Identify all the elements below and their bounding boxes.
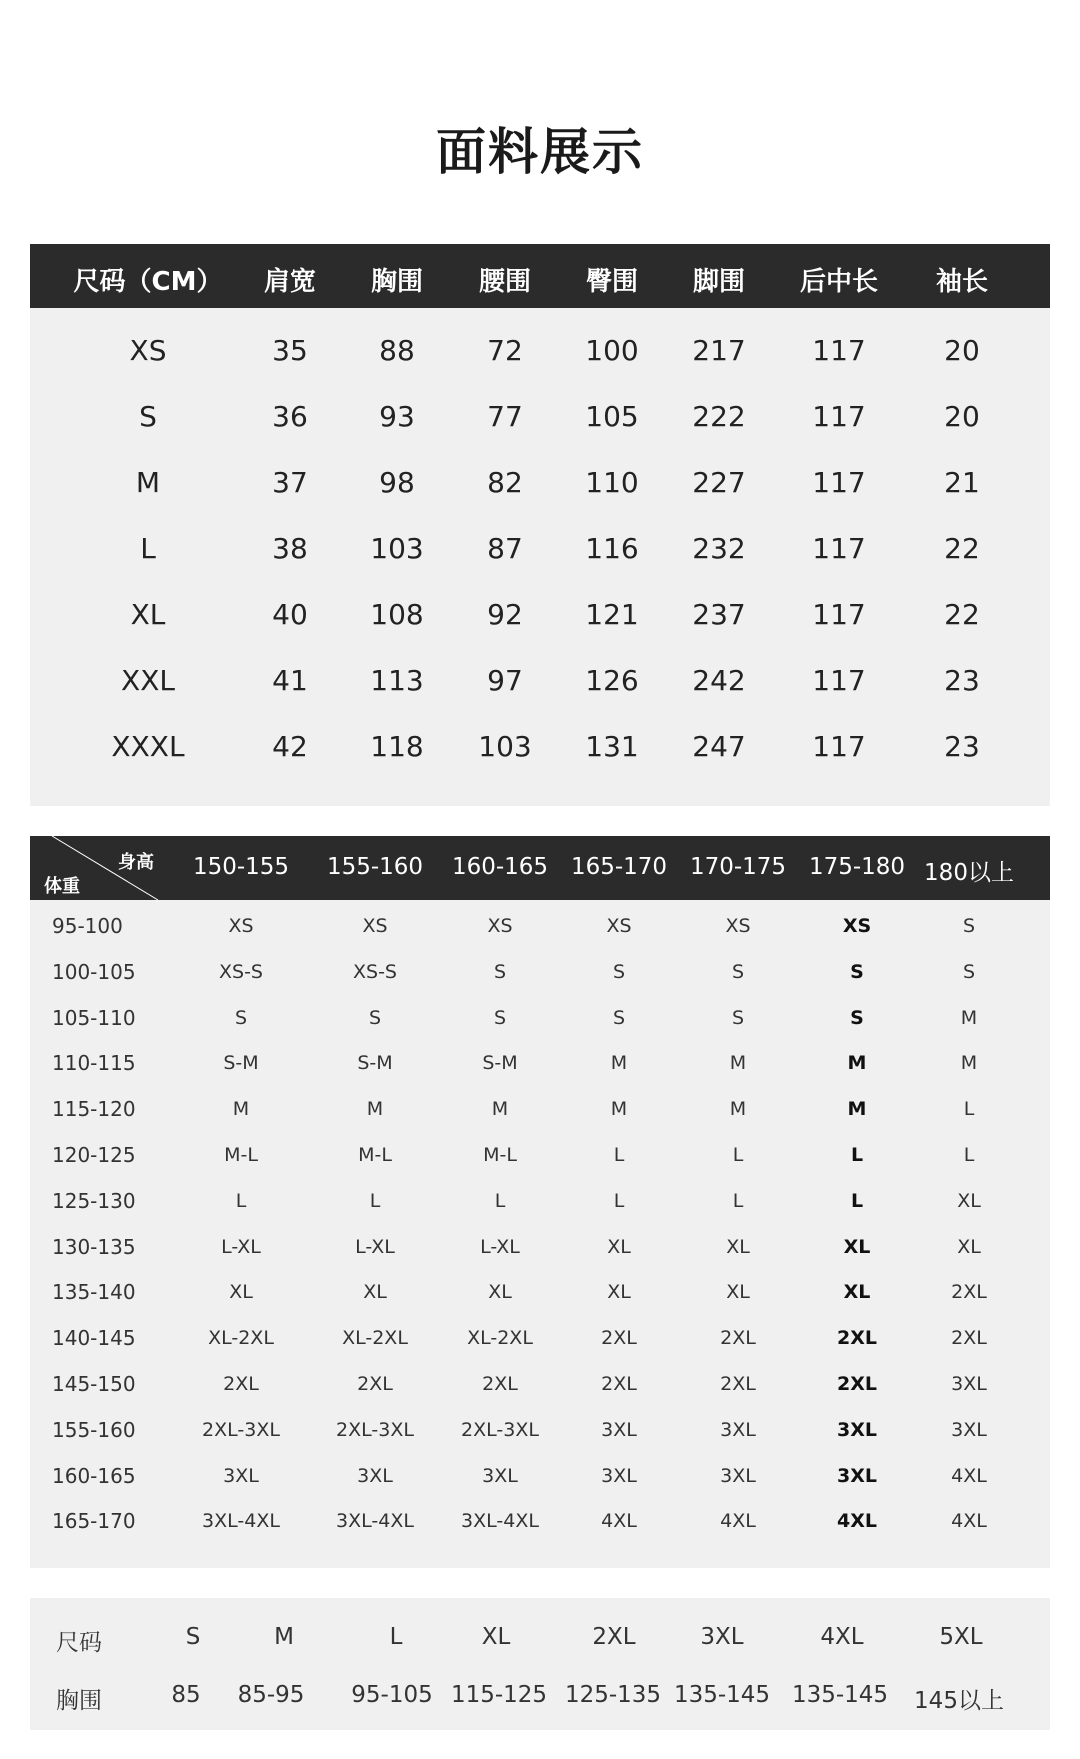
- recommended-size-cell: 4XL: [951, 1510, 987, 1533]
- recommended-size-cell: L-XL: [480, 1235, 520, 1258]
- recommended-size-cell: XL: [957, 1235, 981, 1258]
- recommended-size-cell: S: [731, 960, 745, 983]
- recommended-size-cell: 2XL: [357, 1373, 393, 1395]
- recommended-size-cell: S-M: [223, 1052, 259, 1075]
- recommended-size-cell: 3XL: [223, 1464, 259, 1487]
- recommended-size-cell: M: [491, 1098, 509, 1121]
- size-table-value-cell: 117: [812, 598, 866, 631]
- recommended-size-cell: M: [847, 1098, 867, 1121]
- size-table-value-cell: 22: [944, 598, 980, 631]
- size-table-header-cell: 脚围: [692, 267, 746, 297]
- height-range-header: 165-170: [570, 854, 668, 880]
- recommended-size-cell: 3XL-4XL: [202, 1510, 280, 1533]
- height-range-header: 155-160: [326, 854, 424, 880]
- size-table-header-cell: 尺码（CM）: [73, 267, 223, 297]
- weight-range-label: 105-110: [52, 1005, 136, 1030]
- chest-table-chest-label: 胸围: [56, 1688, 102, 1714]
- recommended-size-cell: L: [850, 1189, 864, 1212]
- chest-table-size-cell: 2XL: [592, 1624, 636, 1650]
- chest-table-size-cell: S: [185, 1624, 201, 1650]
- recommended-size-cell: L: [235, 1189, 247, 1212]
- recommended-size-cell: L: [732, 1189, 744, 1212]
- size-table-value-cell: 217: [692, 334, 746, 367]
- weight-range-label: 140-145: [52, 1326, 136, 1351]
- size-table-value-cell: 100: [585, 334, 639, 367]
- recommended-size-cell: 2XL: [951, 1281, 987, 1304]
- recommended-size-cell: 2XL: [837, 1327, 877, 1350]
- recommended-size-cell: 2XL: [601, 1373, 637, 1395]
- size-table-value-cell: 117: [812, 532, 866, 565]
- recommend-table-header: [30, 836, 1050, 900]
- size-table-value-cell: 22: [944, 532, 980, 565]
- chest-table-size-cell: 5XL: [939, 1624, 983, 1650]
- recommended-size-cell: XL: [229, 1281, 253, 1304]
- recommended-size-cell: M: [232, 1098, 250, 1121]
- size-table-header-cell: 袖长: [935, 267, 989, 297]
- recommended-size-cell: XL-2XL: [467, 1327, 533, 1350]
- chest-table-size-cell: 3XL: [700, 1624, 744, 1650]
- recommended-size-cell: XS-S: [219, 960, 263, 983]
- size-table-value-cell: 117: [812, 466, 866, 499]
- size-table-value-cell: 92: [487, 598, 523, 631]
- recommended-size-cell: 2XL: [720, 1327, 756, 1350]
- height-range-header: 160-165: [451, 854, 549, 880]
- size-table-value-cell: 110: [585, 466, 639, 499]
- recommended-size-cell: XL: [726, 1235, 750, 1258]
- size-table-value-cell: 72: [487, 334, 523, 367]
- chest-table-size-label: 尺码: [56, 1630, 102, 1656]
- size-table-value-cell: 242: [692, 664, 746, 697]
- size-table-value-cell: 37: [272, 466, 308, 499]
- recommended-size-cell: M: [729, 1098, 747, 1121]
- size-table-size-cell: XL: [130, 598, 166, 631]
- size-table-header-cell: 腰围: [478, 267, 532, 297]
- chest-table-chest-cell: 135-145: [673, 1682, 771, 1708]
- recommended-size-cell: 2XL: [720, 1373, 756, 1395]
- size-table-value-cell: 118: [370, 730, 424, 763]
- size-table-value-cell: 103: [478, 730, 532, 763]
- size-table-value-cell: 117: [812, 400, 866, 433]
- recommended-size-cell: L: [613, 1189, 625, 1212]
- size-table-value-cell: 113: [370, 664, 424, 697]
- size-table-value-cell: 247: [692, 730, 746, 763]
- size-table-value-cell: 88: [379, 334, 415, 367]
- recommended-size-cell: S: [612, 960, 626, 983]
- recommended-size-cell: M-L: [224, 1144, 258, 1166]
- size-table-size-cell: XXL: [121, 664, 175, 697]
- recommended-size-cell: L: [963, 1144, 975, 1166]
- size-table-value-cell: 131: [585, 730, 639, 763]
- recommended-size-cell: L: [963, 1098, 975, 1121]
- size-table-value-cell: 108: [370, 598, 424, 631]
- size-table-value-cell: 21: [944, 466, 980, 499]
- recommended-size-cell: M: [960, 1006, 978, 1029]
- weight-range-label: 135-140: [52, 1280, 136, 1305]
- size-table-value-cell: 121: [585, 598, 639, 631]
- size-table-header-cell: 胸围: [370, 267, 424, 297]
- recommended-size-cell: 3XL: [720, 1464, 756, 1487]
- recommended-size-cell: 3XL: [951, 1373, 987, 1395]
- recommended-size-cell: XS-S: [353, 960, 397, 983]
- size-table-header-cell: 肩宽: [263, 267, 317, 297]
- recommended-size-cell: 2XL-3XL: [202, 1418, 280, 1441]
- recommended-size-cell: S: [612, 1006, 626, 1029]
- height-range-header: 180以上: [924, 860, 1014, 886]
- size-table-header-cell: 后中长: [799, 267, 879, 297]
- recommended-size-cell: 3XL: [951, 1418, 987, 1441]
- recommended-size-cell: S: [493, 960, 507, 983]
- recommended-size-cell: 4XL: [601, 1510, 637, 1533]
- recommended-size-cell: S: [234, 1006, 248, 1029]
- recommended-size-cell: S: [962, 915, 976, 937]
- recommended-size-cell: S: [850, 960, 864, 983]
- chest-table-size-cell: XL: [481, 1624, 511, 1650]
- size-table-value-cell: 36: [272, 400, 308, 433]
- recommended-size-cell: 3XL-4XL: [336, 1510, 414, 1533]
- recommended-size-cell: XL: [363, 1281, 387, 1304]
- size-table-size-cell: XS: [129, 334, 167, 367]
- size-table-size-cell: XXXL: [111, 730, 185, 763]
- recommended-size-cell: L-XL: [221, 1235, 261, 1258]
- size-table-value-cell: 105: [585, 400, 639, 433]
- chest-table-size-cell: M: [274, 1624, 294, 1650]
- recommended-size-cell: M-L: [358, 1144, 392, 1166]
- weight-range-label: 125-130: [52, 1188, 136, 1213]
- chest-table-chest-cell: 85-95: [237, 1682, 305, 1708]
- recommended-size-cell: XS: [228, 915, 254, 937]
- recommended-size-cell: 2XL: [837, 1373, 877, 1395]
- size-table-value-cell: 20: [944, 400, 980, 433]
- size-table-value-cell: 40: [272, 598, 308, 631]
- chest-table-chest-cell: 95-105: [351, 1682, 433, 1708]
- recommended-size-cell: XL: [607, 1235, 631, 1258]
- recommended-size-cell: 3XL: [482, 1464, 518, 1487]
- size-table-value-cell: 38: [272, 532, 308, 565]
- recommended-size-cell: XL-2XL: [208, 1327, 274, 1350]
- size-table-value-cell: 117: [812, 334, 866, 367]
- size-table-value-cell: 117: [812, 730, 866, 763]
- recommended-size-cell: 2XL: [482, 1373, 518, 1395]
- recommended-size-cell: M-L: [483, 1144, 517, 1166]
- recommend-table-body: [30, 900, 1050, 1568]
- recommended-size-cell: 3XL: [601, 1464, 637, 1487]
- recommended-size-cell: M: [610, 1052, 628, 1075]
- size-table-value-cell: 23: [944, 730, 980, 763]
- size-table-value-cell: 103: [370, 532, 424, 565]
- weight-range-label: 115-120: [52, 1097, 136, 1122]
- recommended-size-cell: XL: [607, 1281, 631, 1304]
- recommended-size-cell: 2XL: [601, 1327, 637, 1350]
- recommended-size-cell: 3XL: [357, 1464, 393, 1487]
- weight-range-label: 145-150: [52, 1372, 136, 1396]
- weight-range-label: 120-125: [52, 1143, 136, 1167]
- size-table-size-cell: L: [140, 532, 156, 565]
- recommended-size-cell: L: [369, 1189, 381, 1212]
- size-table-body: [30, 308, 1050, 806]
- size-table-value-cell: 41: [272, 664, 308, 697]
- size-table-value-cell: 23: [944, 664, 980, 697]
- recommended-size-cell: XL: [726, 1281, 750, 1304]
- height-range-header: 175-180: [808, 854, 906, 880]
- size-table-value-cell: 42: [272, 730, 308, 763]
- size-table-header: [30, 244, 1050, 308]
- recommended-size-cell: L: [494, 1189, 506, 1212]
- recommended-size-cell: 2XL-3XL: [336, 1418, 414, 1441]
- weight-range-label: 155-160: [52, 1417, 136, 1442]
- chest-table-chest-cell: 125-135: [564, 1682, 662, 1708]
- recommended-size-cell: L: [613, 1144, 625, 1166]
- weight-range-label: 110-115: [52, 1051, 136, 1076]
- recommended-size-cell: XL-2XL: [342, 1327, 408, 1350]
- chest-table-chest-cell: 135-145: [791, 1682, 889, 1708]
- recommended-size-cell: 3XL: [837, 1418, 877, 1441]
- recommended-size-cell: 2XL: [951, 1327, 987, 1350]
- recommended-size-cell: 2XL-3XL: [461, 1418, 539, 1441]
- recommended-size-cell: M: [610, 1098, 628, 1121]
- recommended-size-cell: M: [847, 1052, 867, 1075]
- size-table-value-cell: 116: [585, 532, 639, 565]
- size-table-value-cell: 117: [812, 664, 866, 697]
- size-table-value-cell: 20: [944, 334, 980, 367]
- recommended-size-cell: XS: [725, 915, 751, 937]
- chest-table-size-cell: 4XL: [820, 1624, 864, 1650]
- weight-range-label: 160-165: [52, 1463, 136, 1488]
- recommended-size-cell: S: [850, 1006, 864, 1029]
- size-table-header-cell: 臀围: [585, 267, 639, 297]
- recommended-size-cell: M: [729, 1052, 747, 1075]
- recommended-size-cell: 4XL: [951, 1464, 987, 1487]
- height-range-header: 150-155: [192, 854, 290, 880]
- recommended-size-cell: L: [850, 1144, 864, 1166]
- corner-height-label: 身高: [118, 852, 154, 873]
- size-table-value-cell: 93: [379, 400, 415, 433]
- recommended-size-cell: 3XL: [837, 1464, 877, 1487]
- recommended-size-cell: 3XL: [601, 1418, 637, 1441]
- page-title: 面料展示: [436, 123, 644, 181]
- size-table-size-cell: S: [139, 400, 157, 433]
- recommended-size-cell: XL: [843, 1281, 871, 1304]
- recommended-size-cell: XS: [606, 915, 632, 937]
- weight-range-label: 130-135: [52, 1234, 136, 1259]
- recommended-size-cell: XL: [957, 1189, 981, 1212]
- corner-weight-label: 体重: [44, 876, 80, 897]
- chest-table-chest-cell: 145以上: [914, 1688, 1004, 1714]
- height-range-header: 170-175: [689, 854, 787, 880]
- recommended-size-cell: 4XL: [720, 1510, 756, 1533]
- recommended-size-cell: S: [368, 1006, 382, 1029]
- chest-table-chest-cell: 115-125: [450, 1682, 548, 1708]
- weight-range-label: 165-170: [52, 1509, 136, 1534]
- recommended-size-cell: S-M: [482, 1052, 518, 1075]
- recommended-size-cell: M: [366, 1098, 384, 1121]
- recommended-size-cell: XL: [843, 1235, 871, 1258]
- recommended-size-cell: XS: [842, 915, 872, 937]
- size-table-value-cell: 222: [692, 400, 746, 433]
- size-table-value-cell: 82: [487, 466, 523, 499]
- recommended-size-cell: 3XL: [720, 1418, 756, 1441]
- recommended-size-cell: S-M: [357, 1052, 393, 1075]
- size-table-value-cell: 97: [487, 664, 523, 697]
- recommended-size-cell: L-XL: [355, 1235, 395, 1258]
- recommended-size-cell: S: [731, 1006, 745, 1029]
- size-table-value-cell: 87: [487, 532, 523, 565]
- chest-table-chest-cell: 85: [171, 1682, 201, 1708]
- recommended-size-cell: S: [962, 960, 976, 983]
- recommended-size-cell: XS: [487, 915, 513, 937]
- size-table-value-cell: 237: [692, 598, 746, 631]
- recommended-size-cell: L: [732, 1144, 744, 1166]
- size-table-value-cell: 35: [272, 334, 308, 367]
- recommended-size-cell: 4XL: [837, 1510, 877, 1533]
- size-table-size-cell: M: [135, 466, 161, 499]
- size-table-value-cell: 126: [585, 664, 639, 697]
- size-table-value-cell: 98: [379, 466, 415, 499]
- size-table-value-cell: 77: [487, 400, 523, 433]
- recommended-size-cell: XL: [488, 1281, 512, 1304]
- recommended-size-cell: 2XL: [223, 1373, 259, 1395]
- recommended-size-cell: M: [960, 1052, 978, 1075]
- size-table-value-cell: 227: [692, 466, 746, 499]
- size-table-value-cell: 232: [692, 532, 746, 565]
- weight-range-label: 95-100: [52, 914, 123, 938]
- chest-table-size-cell: L: [389, 1624, 403, 1650]
- chest-table: [30, 1598, 1050, 1730]
- recommended-size-cell: S: [493, 1006, 507, 1029]
- recommended-size-cell: 3XL-4XL: [461, 1510, 539, 1533]
- recommended-size-cell: XS: [362, 915, 388, 937]
- weight-range-label: 100-105: [52, 959, 136, 984]
